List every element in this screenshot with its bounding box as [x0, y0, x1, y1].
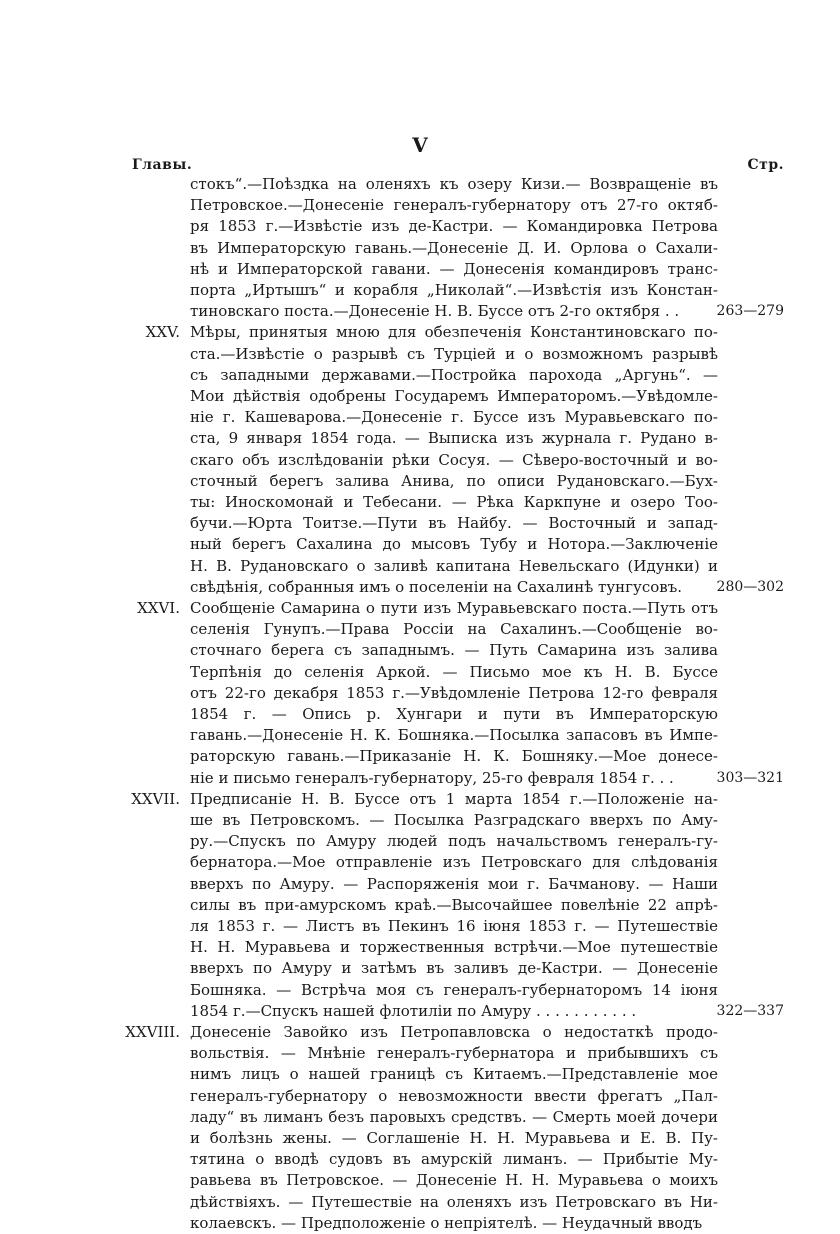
header-chapters: Главы. [132, 157, 193, 173]
toc-line: дѣйствіяхъ. — Путешествіе на оленяхъ изъ Петровскаго въ Ни- [190, 1192, 718, 1211]
toc-line: ніе г. Кашеварова.—Донесеніе г. Буссе изъ Муравьевскаго по- [190, 408, 718, 427]
toc-line: отъ 22-го декабря 1853 г.—Увѣдомленіе Петрова 12-го февраля [190, 683, 718, 702]
chapter-pages: 263—279 [716, 303, 784, 320]
chapter-numeral: XXV. [145, 323, 180, 342]
toc-line: Н. Н. Муравьева и торжественныя встрѣчи.—Мое путешествіе [190, 938, 718, 957]
toc-line: съ западными державами.—Постройка парохода „Аргунь“. — [190, 365, 718, 384]
toc-line: скаго объ изслѣдованіи рѣки Сосуя. — Сѣверо-восточный и во- [190, 450, 718, 469]
toc-line: гавань.—Донесеніе Н. К. Бошняка.—Посылка запасовъ въ Импе- [190, 726, 718, 745]
toc-line: тиновскаго поста.—Донесеніе Н. В. Буссе отъ 2-го октября . . [190, 302, 680, 321]
toc-line: Мѣры, принятыя мною для обезпеченія Константиновскаго по- [190, 323, 718, 342]
toc-line: вверхъ по Амуру. — Распоряженія мои г. Бачманову. — Наши [190, 874, 718, 893]
chapter-numeral: XXVII. [131, 789, 180, 808]
toc-line: ный берегъ Сахалина до мысовъ Тубу и Нотора.—Заключеніе [190, 535, 718, 554]
chapter-pages: 280—302 [716, 578, 784, 595]
toc-line: ладу“ въ лиманъ безъ паровыхъ средствъ. — Смерть моей дочери [190, 1107, 718, 1126]
toc-line: селенія Гунупъ.—Права Россіи на Сахалинъ.—Сообщеніе во- [190, 620, 718, 639]
toc-line: Сообщеніе Самарина о пути изъ Муравьевскаго поста.—Путь отъ [190, 599, 718, 617]
toc-line: свѣдѣнія, собранныя имъ о поселеніи на Сахалинѣ тунгусовъ. [190, 577, 683, 596]
toc-line: колаевскъ. — Предположеніе о непріятелѣ. — Неудачный вводъ [190, 1213, 703, 1232]
toc-line: вверхъ по Амуру и затѣмъ въ заливъ де-Кастри. — Донесеніе [190, 959, 718, 978]
toc-line: ру.—Спускъ по Амуру людей подъ начальствомъ генералъ-гу- [190, 832, 718, 851]
chapter-pages: 322—337 [716, 1002, 784, 1019]
toc-line: бучи.—Юрта Тоитзе.—Пути въ Найбу. — Восточный и запад- [190, 514, 718, 533]
toc-line: бернатора.—Мое отправленіе изъ Петровскаго для слѣдованія [190, 853, 718, 872]
toc-line: ше въ Петровскомъ. — Посылка Разградскаго вверхъ по Аму- [190, 811, 718, 829]
toc-line: Н. В. Рудановскаго о заливѣ капитана Невельскаго (Идунки) и [190, 556, 718, 575]
toc-line: раторскую гавань.—Приказаніе Н. К. Бошняку.—Мое донесе- [190, 747, 718, 766]
chapter-numeral: XXVIII. [125, 1023, 180, 1041]
chapter-pages: 303—321 [716, 769, 784, 786]
toc-line: и болѣзнь жены. — Соглашеніе Н. Н. Муравьева и Е. В. Пу- [190, 1129, 718, 1147]
toc-line: генералъ-губернатору о невозможности ввести фрегатъ „Пал- [190, 1086, 718, 1105]
toc-line: Мои дѣйствія одобрены Государемъ Императоромъ.—Увѣдомле- [190, 387, 718, 405]
toc-line: ты: Иноскомонай и Тебесани. — Рѣка Каркпуне и озеро Тоо- [190, 493, 718, 511]
header-pages: Стр. [747, 157, 784, 173]
toc-line: стокъ“.—Поѣздка на оленяхъ къ озеру Кизи.— Возвращеніе въ [190, 175, 718, 193]
toc-line: вольствія. — Мнѣніе генералъ-губернатора и прибывшихъ съ [190, 1044, 718, 1063]
toc-line: равьева въ Петровское. — Донесеніе Н. Н. Муравьева о моихъ [190, 1171, 718, 1190]
toc-line: сточный берегъ залива Анива, по описи Рудановскаго.—Бух- [190, 471, 718, 490]
toc-line: 1854 г.—Спускъ нашей флотиліи по Амуру . . . . . . . . . . . [190, 1001, 637, 1020]
toc-line: ря 1853 г.—Извѣстіе изъ де-Кастри. — Командировка Петрова [190, 217, 718, 236]
toc-line: Предписаніе Н. В. Буссе отъ 1 марта 1854 г.—Положеніе на- [190, 789, 718, 808]
toc-line: ля 1853 г. — Листъ въ Пекинъ 16 іюня 1853 г. — Путешествіе [190, 917, 718, 935]
toc-line: сточнаго берега съ западнымъ. — Путь Самарина изъ залива [190, 641, 718, 660]
toc-line: 1854 г. — Опись р. Хунгари и пути въ Императорскую [190, 705, 718, 723]
toc-line: Бошняка. — Встрѣча моя съ генералъ-губернаторомъ 14 іюня [190, 980, 718, 999]
toc-line: порта „Иртышъ“ и корабля „Николай“.—Извѣстія изъ Констан- [190, 281, 718, 299]
toc-line: Петровское.—Донесеніе генералъ-губернатору отъ 27-го октяб- [190, 196, 718, 215]
toc-line: силы въ при-амурскомъ краѣ.—Высочайшее повелѣніе 22 апрѣ- [190, 895, 718, 914]
toc-line: ніе и письмо генералъ-губернатору, 25-го февраля 1854 г. . . [190, 768, 674, 787]
toc-line: ста.—Извѣстіе о разрывѣ съ Турціей и о возможномъ разрывѣ [190, 344, 718, 363]
toc-line: ста, 9 января 1854 года. — Выписка изъ журнала г. Рудано в- [190, 429, 718, 448]
toc-line: нѣ и Императорской гавани. — Донесенія командировъ транс- [190, 259, 718, 278]
toc-line: тятина о вводѣ судовъ въ амурскій лиманъ. — Прибытіе Му- [190, 1150, 718, 1169]
toc-line: Донесеніе Завойко изъ Петропавловска о недостаткѣ продо- [190, 1023, 718, 1041]
toc-line: Терпѣнія до селенія Аркой. — Письмо мое къ Н. В. Буссе [190, 662, 718, 681]
page-number: V [412, 133, 428, 157]
toc-line: въ Императорскую гавань.—Донесеніе Д. И. Орлова о Сахали- [190, 238, 718, 257]
toc-line: нимъ лицъ о нашей границѣ съ Китаемъ.—Представленіе мое [190, 1065, 718, 1084]
chapter-numeral: XXVI. [137, 599, 180, 617]
